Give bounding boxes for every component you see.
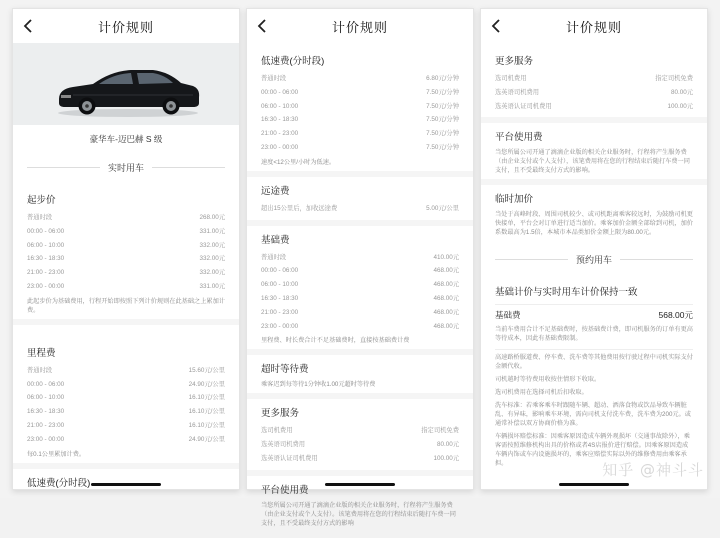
mileage-title: 里程费: [27, 347, 56, 359]
base-fee-note: 当前车费用合计不足基础费时，按基础费计费，即司机服务的订单有更高等待成本，因此有基础费限制。: [495, 326, 693, 343]
table-row: 16:30 - 18:30 468.00元: [261, 294, 459, 302]
table-row: 21:00 - 23:00 7.50元/分钟: [261, 130, 459, 138]
table-row: 21:00 - 23:00 332.00元: [27, 269, 225, 277]
table-row: 选英语司机费用 80.00元: [495, 88, 693, 96]
surge-note: 当处于高峰时段、周围司机较少、或司机距离乘客较远时，为鼓励司机更快接单，平台会对订单进行适当加价。乘客加价金额全部给到司机，加价系数最高为1.5倍，本城市本品类加价金额上限为80.00元。: [495, 211, 693, 237]
section-header-reserve: 预约用车: [481, 247, 707, 274]
car-banner: [13, 43, 239, 125]
table-row: 普通时段 268.00元: [27, 214, 225, 221]
mileage-note: 每0.1公里累加计费。: [27, 450, 86, 458]
car-model-name: 豪华车-迈巴赫 S 级: [89, 134, 163, 144]
start-price-note: 此起步价为基础费用，行程开始即按照下列计价规则在此基础之上累加计费。: [27, 297, 225, 314]
surge-title: 临时加价: [495, 194, 534, 206]
nav-bar: [481, 9, 707, 43]
table-row: 23:00 - 00:00 24.90元/公里: [27, 435, 225, 443]
table-row: 16:30 - 18:30 332.00元: [27, 255, 225, 263]
home-indicator: [559, 483, 629, 486]
low-speed-title: 低速费(分时段): [27, 477, 91, 489]
low-speed-section: [247, 43, 473, 538]
car-image: [53, 51, 203, 121]
base-fee-row: 基础费 568.00元: [495, 310, 693, 321]
fee-note: 车辆损坏赔偿标准：因乘客原因造成车辆外观损坏（交通事故除外），乘客需按照维修机构出具的价格或者4S店报价进行赔偿。因乘客原因造成车辆内饰或车内设施损坏的，乘客应赔偿实际以外的维修费用由乘客承担。: [495, 433, 690, 468]
table-row: 选英语司机费用 80.00元: [261, 441, 459, 449]
page-title: 计价规则: [97, 19, 154, 35]
table-row: 23:00 - 00:00 331.00元: [27, 282, 225, 290]
back-arrow-icon[interactable]: [21, 18, 37, 34]
table-row: 06:00 - 10:00 7.50元/分钟: [261, 102, 459, 110]
table-row: 超出15公里后，加收远途费 5.00元/公里: [261, 204, 459, 212]
table-row: 06:00 - 10:00 16.10元/公里: [27, 394, 225, 402]
phone-screen-2: [246, 8, 474, 527]
watermark-text: 知乎 @神斗斗: [602, 461, 704, 479]
table-row: 16:30 - 18:30 7.50元/分钟: [261, 116, 459, 124]
phone-screen-1: [12, 8, 240, 490]
mileage-section: [13, 335, 239, 500]
table-row: 选英语认证司机费用 100.00元: [495, 102, 693, 110]
table-row: 00:00 - 06:00 468.00元: [261, 267, 459, 275]
table-row: 23:00 - 00:00 468.00元: [261, 322, 459, 330]
table-row: 00:00 - 06:00 331.00元: [27, 227, 225, 235]
back-arrow-icon[interactable]: [489, 18, 505, 34]
table-row: 普通时段 410.00元: [261, 253, 459, 261]
more-services-title: 更多服务: [261, 408, 300, 420]
base-fee-note: 里程费、时长费合计不足基础费时，直接按基础费计费: [261, 337, 410, 345]
low-speed-note: 速度<12公里/小时为低速。: [261, 158, 336, 166]
reserve-section: [481, 274, 707, 478]
table-row: 21:00 - 23:00 16.10元/公里: [27, 421, 225, 429]
table-row: 16:30 - 18:30 16.10元/公里: [27, 408, 225, 416]
table-row: 23:00 - 00:00 7.50元/分钟: [261, 143, 459, 151]
table-row: 21:00 - 23:00 468.00元: [261, 308, 459, 316]
nav-bar: [247, 9, 473, 43]
section-header-realtime: 实时用车: [13, 155, 239, 182]
back-arrow-icon[interactable]: [255, 18, 271, 34]
platform-fee-title: 平台使用费: [261, 484, 309, 496]
long-distance-title: 远途费: [261, 185, 290, 197]
table-row: 06:00 - 10:00 332.00元: [27, 241, 225, 249]
more-services-section: [481, 43, 707, 247]
platform-fee-title: 平台使用费: [495, 132, 543, 144]
table-row: 06:00 - 10:00 468.00元: [261, 281, 459, 289]
page-title: 计价规则: [331, 19, 388, 35]
table-row: 00:00 - 06:00 7.50元/分钟: [261, 88, 459, 96]
table-row: 00:00 - 06:00 24.90元/公里: [27, 380, 225, 388]
reserve-same-title: 基础计价与实时用车计价保持一致: [495, 287, 638, 299]
phone-screen-3: [480, 8, 708, 490]
fee-note: 高速路桥服道费、停车费、洗车费等其他费用按行驶过程中司机实际支付金额代收。: [495, 354, 693, 371]
fee-note: 洗车标准：若乘客乘车时跟随车辆、超动、洒落食物或饮品导致车辆脏乱、有异味，影响乘车环境，需向司机支付洗车费，洗车费为200元。或通常补偿以双方协商价格为准。: [495, 402, 691, 428]
more-services-title: 更多服务: [495, 56, 534, 67]
nav-bar: [13, 9, 239, 43]
base-fee-title: 基础费: [261, 234, 290, 246]
table-row: 普通时段 6.80元/分钟: [261, 75, 459, 82]
home-indicator: [325, 483, 395, 486]
fee-note: 选司机费用在选择司机后扣收取。: [495, 389, 588, 397]
table-row: 选司机费用 指定司机免费: [261, 427, 459, 435]
platform-fee-note: 当您所属公司开通了滴滴企业版的相关企业服务时，行程将产生服务费（由企业支付或个人支付），该笔费用将在您的行程结束后随打车费一同支付，且不受最终支付方式的影响。: [495, 149, 690, 175]
table-row: 普通时段 15.60元/公里: [27, 366, 225, 374]
page-title: 计价规则: [565, 19, 622, 35]
table-row: 选英语认证司机费用 100.00元: [261, 454, 459, 462]
wait-fee-title: 超时等待费: [261, 364, 309, 376]
platform-fee-note: 当您所属公司开通了滴滴企业版的相关企业服务时，行程将产生服务费（由企业支付或个人支付）。该笔费用将在您的行程结束后随打车费一同支付，且不受最终支付方式的影响: [261, 501, 456, 527]
start-price-title: 起步价: [27, 195, 56, 206]
table-row: 选司机费用 指定司机免费: [495, 75, 693, 82]
home-indicator: [91, 483, 161, 486]
fee-note: 司机越时等待费用收按住情形下收取。: [495, 376, 601, 384]
low-speed-title: 低速费(分时段): [261, 56, 325, 67]
start-price-section: [13, 182, 239, 335]
wait-fee-note: 乘客迟到每等待1分钟收1.00元超时等待费: [261, 381, 376, 389]
